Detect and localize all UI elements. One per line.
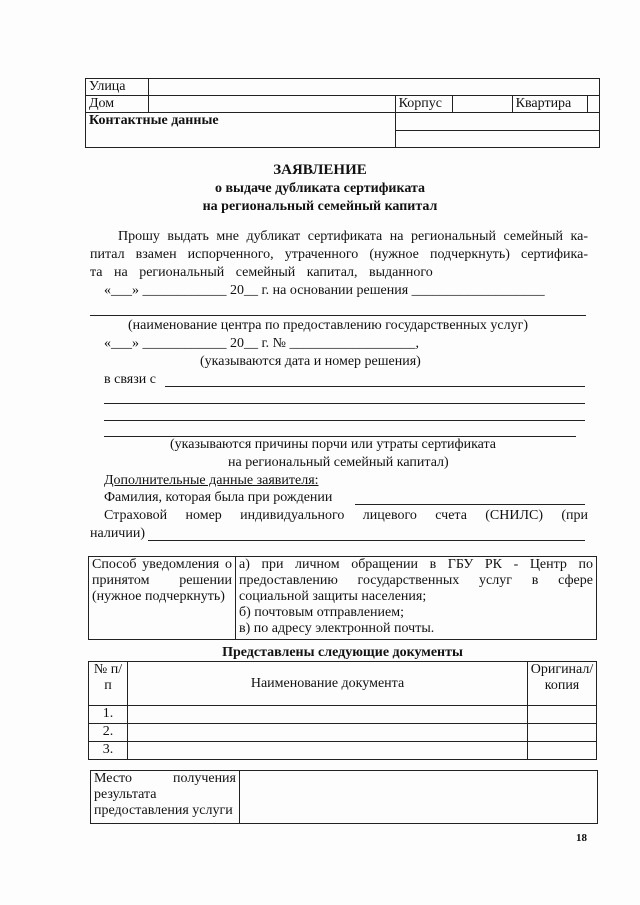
apartment-label: Квартира	[512, 96, 587, 113]
hint-center-name: (наименование центра по предоставлению государственных услуг)	[128, 318, 529, 333]
address-table	[85, 78, 600, 148]
doc-name-cell[interactable]	[128, 742, 528, 760]
apartment-field[interactable]	[587, 96, 599, 113]
building-field[interactable]	[452, 96, 512, 113]
table-row	[89, 724, 597, 742]
row-number: 1.	[89, 706, 128, 724]
notify-option-b[interactable]: б) почтовым отправлением;	[239, 605, 404, 620]
orig-cell[interactable]	[528, 724, 597, 742]
doc-title: ЗАЯВЛЕНИЕ	[273, 162, 367, 178]
page-number: 18	[576, 832, 587, 844]
doc-name-cell[interactable]	[128, 706, 528, 724]
reason-field[interactable]	[104, 403, 585, 404]
birth-name-field[interactable]	[355, 504, 585, 505]
place-label: Место получения результата предоставления услуги	[91, 771, 240, 824]
street-field[interactable]	[149, 79, 600, 96]
place-field[interactable]	[240, 771, 598, 824]
col-original-copy: Оригинал/ копия	[528, 662, 597, 706]
text-line: питал взамен испорченного, утраченного (нужное подчеркнуть) сертифика-	[90, 247, 588, 262]
reason-field[interactable]	[165, 386, 585, 387]
notify-label: Способ уведомления о принятом решении (нужное подчеркнуть)	[89, 557, 236, 640]
building-label: Корпус	[395, 96, 452, 113]
snils-label-2: наличии)	[90, 526, 145, 541]
table-row	[89, 742, 597, 760]
notify-option-a[interactable]: а) при личном обращении в ГБУ РК - Центр по предоставлению государственных услуг в сфере социальной защиты населения;	[239, 557, 593, 604]
contacts-label: Контактные данные	[86, 113, 396, 148]
hint-reasons: (указываются причины порчи или утраты сертификата	[170, 437, 497, 452]
result-place-table	[90, 770, 598, 824]
house-field[interactable]	[149, 96, 396, 113]
notification-table	[88, 556, 597, 640]
house-label: Дом	[86, 96, 149, 113]
contacts-field[interactable]	[395, 113, 599, 148]
docs-heading: Представлены следующие документы	[222, 645, 463, 660]
snils-label: Страховой номер индивидуального лицевого счета (СНИЛС) (при	[104, 508, 588, 523]
text-line: Прошу выдать мне дубликат сертификата на региональный семейный ка-	[118, 229, 588, 244]
decision-number-line[interactable]: «___» ____________ 20__ г. № __________________,	[104, 336, 420, 351]
table-row	[89, 706, 597, 724]
street-label: Улица	[86, 79, 149, 96]
row-number: 3.	[89, 742, 128, 760]
doc-subtitle-2: на региональный семейный капитал	[202, 199, 438, 214]
hint-reasons-2: на региональный семейный капитал)	[228, 455, 449, 470]
snils-field[interactable]	[148, 540, 585, 541]
extra-data-heading: Дополнительные данные заявителя:	[104, 473, 319, 488]
col-number: № п/п	[89, 662, 128, 706]
notify-option-c[interactable]: в) по адресу электронной почты.	[239, 621, 435, 636]
col-doc-name: Наименование документа	[128, 662, 528, 706]
text-line: та на региональный семейный капитал, выданного	[90, 265, 433, 280]
orig-cell[interactable]	[528, 706, 597, 724]
reason-label: в связи с	[104, 372, 156, 387]
birth-name-label: Фамилия, которая была при рождении	[104, 490, 333, 505]
decision-date-line[interactable]: «___» ____________ 20__ г. на основании решения ___________________	[104, 283, 545, 298]
orig-cell[interactable]	[528, 742, 597, 760]
documents-table	[88, 661, 597, 760]
hint-date-number: (указываются дата и номер решения)	[200, 354, 421, 369]
reason-field[interactable]	[104, 420, 585, 421]
doc-name-cell[interactable]	[128, 724, 528, 742]
row-number: 2.	[89, 724, 128, 742]
doc-subtitle-1: о выдаче дубликата сертификата	[214, 181, 426, 196]
